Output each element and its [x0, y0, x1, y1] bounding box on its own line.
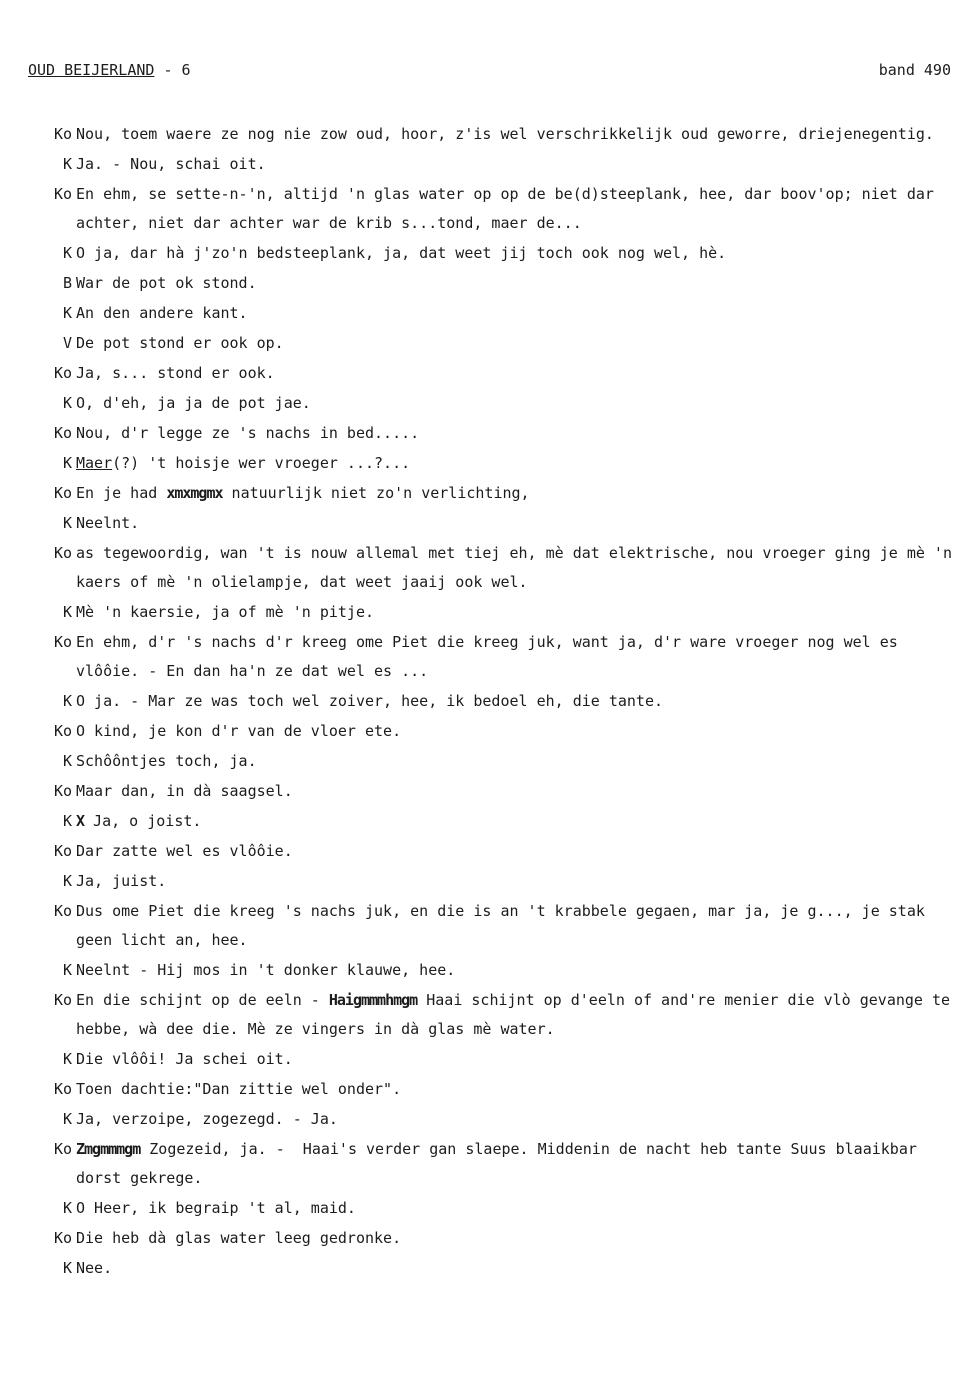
- utterance-text: [76, 1224, 961, 1253]
- utterance-prefix: En je had: [76, 484, 167, 502]
- dialogue-turn: [46, 1224, 961, 1253]
- utterance-text: [76, 867, 961, 896]
- dialogue-turn: [46, 598, 961, 627]
- speaker-label: K: [62, 1050, 72, 1068]
- speaker-label: Ko: [53, 1229, 72, 1247]
- dialogue-turn: [46, 747, 961, 776]
- dialogue-turn: [46, 837, 961, 866]
- utterance-text: [76, 329, 961, 358]
- utterance-text: [76, 389, 961, 418]
- utterance-body: Schôôntjes toch, ja.: [76, 752, 257, 770]
- utterance-body: O ja, dar hà j'zo'n bedsteeplank, ja, dat weet jij toch ook nog wel, hè.: [76, 244, 727, 262]
- utterance-text: [76, 150, 961, 179]
- utterance-body: Haai schijnt op d'eeln of and're menier die vlò gevange te hebbe, wà dee die. Mè ze vingers in dà glas mè water.: [76, 991, 960, 1038]
- utterance-text: [76, 598, 961, 627]
- utterance-body: Dus ome Piet die kreeg 's nachs juk, en die is an 't krabbele gegaen, mar ja, je g..., je stak geen licht an, hee.: [76, 902, 934, 949]
- utterance-text: [76, 269, 961, 298]
- utterance-text: [76, 687, 961, 716]
- utterance-body: Die heb dà glas water leeg gedronke.: [76, 1229, 402, 1247]
- speaker-label: Ko: [53, 424, 72, 442]
- speaker-label: K: [62, 1199, 72, 1217]
- speaker-label: Ko: [53, 1140, 72, 1158]
- page-number: - 6: [163, 61, 191, 79]
- utterance-body: Ja, juist.: [76, 872, 167, 890]
- utterance-text: [76, 359, 961, 388]
- speaker-label: Ko: [53, 842, 72, 860]
- utterance-text: [76, 449, 961, 478]
- utterance-body: En ehm, se sette-n-'n, altijd 'n glas water op op de be(d)steeplank, hee, dar boov'op; niet dar achter, niet dar achter war de krib s...tond, maer de...: [76, 185, 943, 232]
- utterance-text: [76, 479, 961, 508]
- utterance-body: O ja. - Mar ze was toch wel zoiver, hee, ik bedoel eh, die tante.: [76, 692, 663, 710]
- dialogue-turn: [46, 687, 961, 716]
- utterance-text: [76, 777, 961, 806]
- utterance-text: [76, 807, 961, 836]
- speaker-label: K: [62, 514, 72, 532]
- utterance-text: [76, 1135, 961, 1193]
- speaker-label: B: [62, 274, 72, 292]
- utterance-body: Mè 'n kaersie, ja of mè 'n pitje.: [76, 603, 375, 621]
- utterance-text: [76, 419, 961, 448]
- utterance-body: Nou, toem waere ze nog nie zow oud, hoor, z'is wel verschrikkelijk oud geworre, driejenegentig.: [76, 125, 934, 143]
- speaker-label: K: [62, 1110, 72, 1128]
- overtyped-correction: Haigmmmhmgm: [328, 991, 418, 1009]
- speaker-label: K: [62, 603, 72, 621]
- utterance-text: [76, 747, 961, 776]
- speaker-label: Ko: [53, 185, 72, 203]
- dialogue-turn: [46, 777, 961, 806]
- utterance-body: Toen dachtie:"Dan zittie wel onder".: [76, 1080, 402, 1098]
- dialogue-turn: [46, 449, 961, 478]
- utterance-text: [76, 1045, 961, 1074]
- dialogue-turn: [46, 897, 961, 955]
- speaker-label: Ko: [53, 125, 72, 143]
- dialogue-turn: [46, 1135, 961, 1193]
- utterance-body: War de pot ok stond.: [76, 274, 257, 292]
- overtyped-correction: xmxmgmx: [166, 484, 223, 502]
- dialogue-turn: [46, 509, 961, 538]
- speaker-label: K: [62, 304, 72, 322]
- dialogue-turn: [46, 239, 961, 268]
- page-header: [28, 61, 191, 79]
- dialogue-turn: [46, 717, 961, 746]
- speaker-label: K: [62, 244, 72, 262]
- utterance-text: [76, 1194, 961, 1223]
- utterance-text: [76, 717, 961, 746]
- speaker-label: K: [62, 872, 72, 890]
- dialogue-turn: [46, 180, 961, 238]
- speaker-label: Ko: [53, 902, 72, 920]
- utterance-text: [76, 1105, 961, 1134]
- utterance-body: Zogezeid, ja. - Haai's verder gan slaepe. Middenin de nacht heb tante Suus blaaikbar dorst gekrege.: [76, 1140, 926, 1187]
- utterance-body: Ja. - Nou, schai oit.: [76, 155, 266, 173]
- utterance-text: [76, 986, 961, 1044]
- dialogue-turn: [46, 1105, 961, 1134]
- utterance-text: [76, 509, 961, 538]
- speaker-label: K: [62, 752, 72, 770]
- utterance-body: as tegewoordig, wan 't is nouw allemal met tiej eh, mè dat elektrische, nou vroeger ging je mè 'n kaers of mè 'n olielampje, dat weet jaaij ook wel.: [76, 544, 962, 591]
- speaker-label: Ko: [53, 991, 72, 1009]
- dialogue-turn: [46, 419, 961, 448]
- speaker-label: K: [62, 692, 72, 710]
- utterance-body: Ja, verzoipe, zogezegd. - Ja.: [76, 1110, 338, 1128]
- speaker-label: Ko: [53, 1080, 72, 1098]
- utterance-text: [76, 628, 961, 686]
- utterance-body: Maar dan, in dà saagsel.: [76, 782, 293, 800]
- dialogue-turn: [46, 539, 961, 597]
- band-number: band 490: [878, 61, 951, 79]
- utterance-body: O, d'eh, ja ja de pot jae.: [76, 394, 311, 412]
- utterance-body: O kind, je kon d'r van de vloer ete.: [76, 722, 402, 740]
- dialogue-turn: [46, 628, 961, 686]
- utterance-body: Ja, s... stond er ook.: [76, 364, 275, 382]
- utterance-text: [76, 897, 961, 955]
- utterance-text: [76, 539, 961, 597]
- underlined-word: Maer: [76, 454, 113, 472]
- dialogue-turn: [46, 1075, 961, 1104]
- speaker-label: Ko: [53, 722, 72, 740]
- overtyped-correction: Zmgmmmgm: [76, 1140, 141, 1158]
- utterance-text: [76, 239, 961, 268]
- dialogue-turn: [46, 359, 961, 388]
- utterance-body: An den andere kant.: [76, 304, 248, 322]
- dialogue-transcript: [46, 120, 961, 1283]
- utterance-body: Ja, o joist.: [84, 812, 202, 830]
- utterance-body: Dar zatte wel es vlôôie.: [76, 842, 293, 860]
- dialogue-turn: [46, 389, 961, 418]
- dialogue-turn: [46, 269, 961, 298]
- dialogue-turn: [46, 986, 961, 1044]
- speaker-label: Ko: [53, 782, 72, 800]
- dialogue-turn: [46, 807, 961, 836]
- dialogue-turn: [46, 1045, 961, 1074]
- utterance-body: O Heer, ik begraip 't al, maid.: [76, 1199, 356, 1217]
- document-title: OUD BEIJERLAND: [28, 61, 155, 79]
- dialogue-turn: [46, 479, 961, 508]
- speaker-label: K: [62, 155, 72, 173]
- speaker-label: Ko: [53, 633, 72, 651]
- speaker-label: K: [62, 454, 72, 472]
- speaker-label: Ko: [53, 544, 72, 562]
- utterance-text: [76, 120, 961, 149]
- speaker-label: K: [62, 812, 72, 830]
- utterance-body: (?) 't hoisje wer vroeger ...?...: [112, 454, 411, 472]
- speaker-label: K: [62, 1259, 72, 1277]
- utterance-body: Neelnt.: [76, 514, 140, 532]
- utterance-text: [76, 1254, 961, 1283]
- dialogue-turn: [46, 956, 961, 985]
- utterance-body: Nou, d'r legge ze 's nachs in bed.....: [76, 424, 420, 442]
- dialogue-turn: [46, 867, 961, 896]
- overtyped-correction: X: [76, 812, 85, 830]
- utterance-text: [76, 956, 961, 985]
- speaker-label: V: [62, 334, 72, 352]
- utterance-text: [76, 180, 961, 238]
- utterance-body: natuurlijk niet zo'n verlichting,: [222, 484, 530, 502]
- speaker-label: Ko: [53, 364, 72, 382]
- dialogue-turn: [46, 120, 961, 149]
- utterance-body: Die vlôôi! Ja schei oit.: [76, 1050, 293, 1068]
- utterance-text: [76, 299, 961, 328]
- dialogue-turn: [46, 1254, 961, 1283]
- dialogue-turn: [46, 329, 961, 358]
- speaker-label: K: [62, 961, 72, 979]
- utterance-body: Nee.: [76, 1259, 113, 1277]
- utterance-body: Neelnt - Hij mos in 't donker klauwe, hee.: [76, 961, 456, 979]
- utterance-body: De pot stond er ook op.: [76, 334, 284, 352]
- dialogue-turn: [46, 299, 961, 328]
- speaker-label: Ko: [53, 484, 72, 502]
- utterance-prefix: En die schijnt op de eeln -: [76, 991, 329, 1009]
- utterance-body: En ehm, d'r 's nachs d'r kreeg ome Piet die kreeg juk, want ja, d'r ware vroeger nog wel es vlôôie. - En dan ha'n ze dat wel es ...: [76, 633, 907, 680]
- utterance-text: [76, 1075, 961, 1104]
- speaker-label: K: [62, 394, 72, 412]
- dialogue-turn: [46, 150, 961, 179]
- dialogue-turn: [46, 1194, 961, 1223]
- utterance-text: [76, 837, 961, 866]
